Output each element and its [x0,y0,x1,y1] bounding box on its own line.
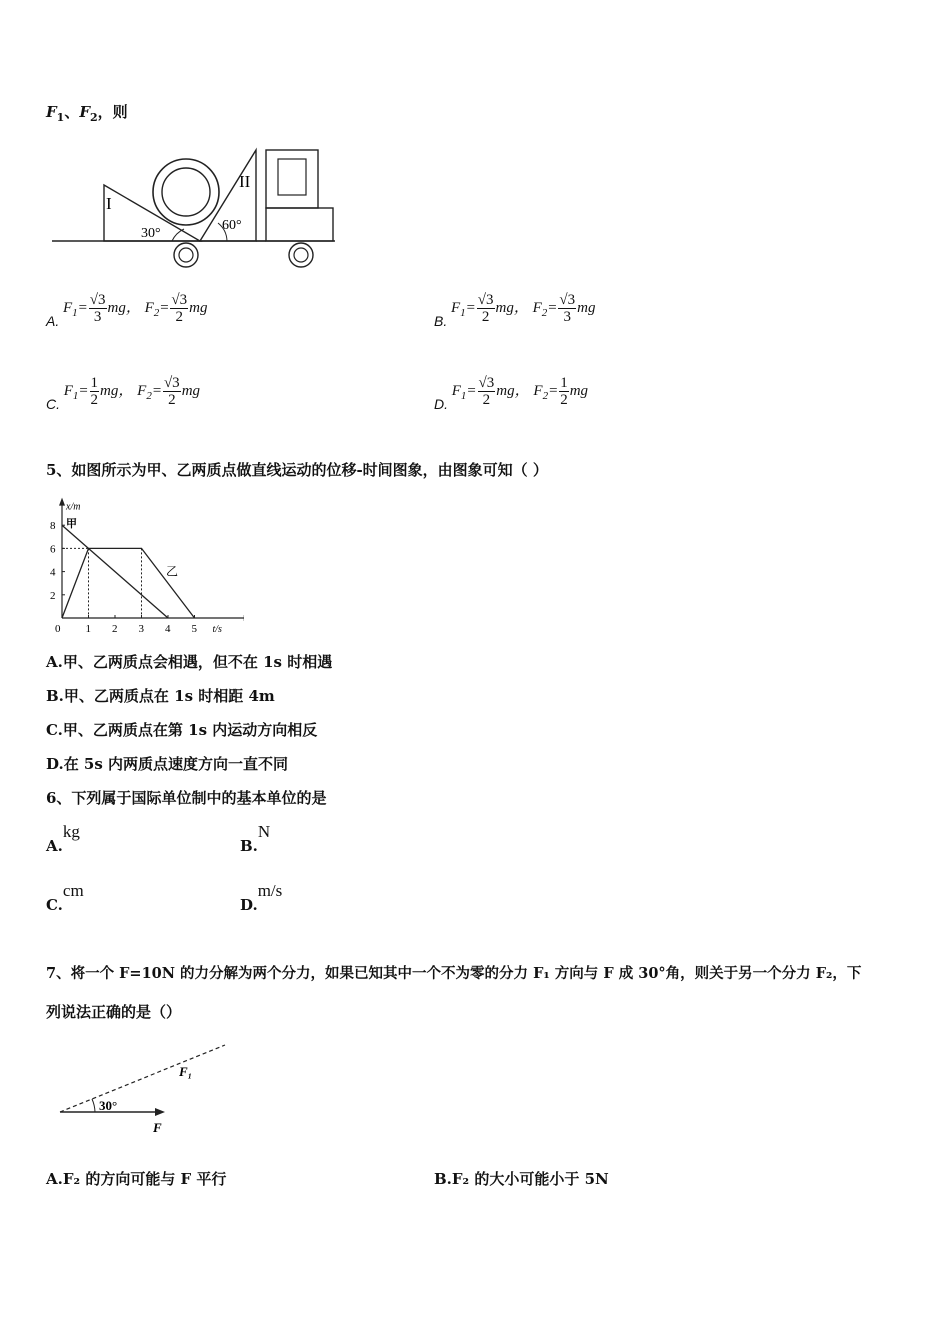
wheel-left [174,243,198,267]
cab-window [278,159,306,195]
q5-stem: 5、如图所示为甲、乙两质点做直线运动的位移-时间图象，由图象可知（ ） [46,461,548,479]
q7-force-figure [55,1040,235,1140]
x-tick-label: 4 [165,623,171,635]
q5-option-C[interactable]: C.甲、乙两质点在第 1s 内运动方向相反 [46,721,318,739]
x-tick-label: 0 [55,623,61,635]
xt-graph [44,490,244,640]
label-I: I [106,194,112,213]
angle-30-label: 30° [99,1098,118,1113]
x-tick-label: 5 [191,623,197,635]
q6-option-C[interactable]: C.cm [46,881,84,914]
angle-30-label: 30° [141,226,161,241]
wheel-right [289,243,313,267]
q5-option-D[interactable]: D.在 5s 内两质点速度方向一直不同 [46,755,289,773]
q4-option-C[interactable]: C. $F_1=$ $\frac{1}{2}$ mg， $F_2=$ $\frac{√3}{2}$ mg [46,375,201,412]
x-axis-label: t/s [212,624,222,635]
q6-stem: 6、下列属于国际单位制中的基本单位的是 [46,789,327,807]
angle-60-label: 60° [222,218,242,233]
F1-label: F₁ [179,1064,193,1079]
label-II: II [239,172,251,191]
pipe-outer [153,159,219,225]
truck-pipe-figure [50,145,340,275]
q7-option-A[interactable]: A.F₂ 的方向可能与 F 平行 [46,1170,227,1188]
y-tick-label: 6 [50,543,56,556]
q4-option-B[interactable]: B. $F_1=$ $\frac{√3}{2}$ mg， $F_2=$ $\frac{√3}{3}$ mg [434,292,596,329]
series-label-yi: 乙 [166,564,179,579]
q5-option-A[interactable]: A.甲、乙两质点会相遇，但不在 1s 时相遇 [46,653,333,671]
series-label-jia: 甲 [66,518,77,531]
q4-option-D[interactable]: D. $F_1=$ $\frac{√3}{2}$ mg， $F_2=$ $\frac{1}{2}$ mg [434,375,589,412]
x-tick-label: 2 [112,623,118,635]
series-line-jia [62,525,168,618]
F-label: F [153,1120,162,1135]
q7-stem-line1: 7、将一个 F=10N 的力分解为两个分力，如果已知其中一个不为零的分力 F₁ 方向与 F 成 30°角，则关于另一个分力 F₂，下 [46,965,862,982]
q4-stem-tail: $F_1$、$F_2$，则 [46,103,128,124]
q5-option-B[interactable]: B.甲、乙两质点在 1s 时相距 4m [46,687,275,705]
q6-option-A[interactable]: A.kg [46,822,80,855]
y-axis-label: x/m [66,501,81,513]
q4-option-A[interactable]: A. $F_1=$ $\frac{√3}{3}$ mg， $F_2=$ $\frac{√3}{2}$ mg [46,292,208,329]
x-tick-label: 1 [85,623,91,635]
y-axis-arrow [59,498,65,506]
x-tick-label: 3 [138,623,144,635]
y-tick-label: 2 [50,589,56,602]
q7-stem-line2: 列说法正确的是（） [46,1003,182,1021]
truck-body [266,208,333,241]
q6-option-D[interactable]: D.m/s [240,881,283,914]
f1-direction-line [60,1045,225,1112]
q7-option-B[interactable]: B.F₂ 的大小可能小于 5N [434,1170,609,1188]
q6-option-B[interactable]: B.N [240,822,271,855]
y-tick-label: 4 [50,566,56,579]
y-tick-label: 8 [50,520,56,533]
